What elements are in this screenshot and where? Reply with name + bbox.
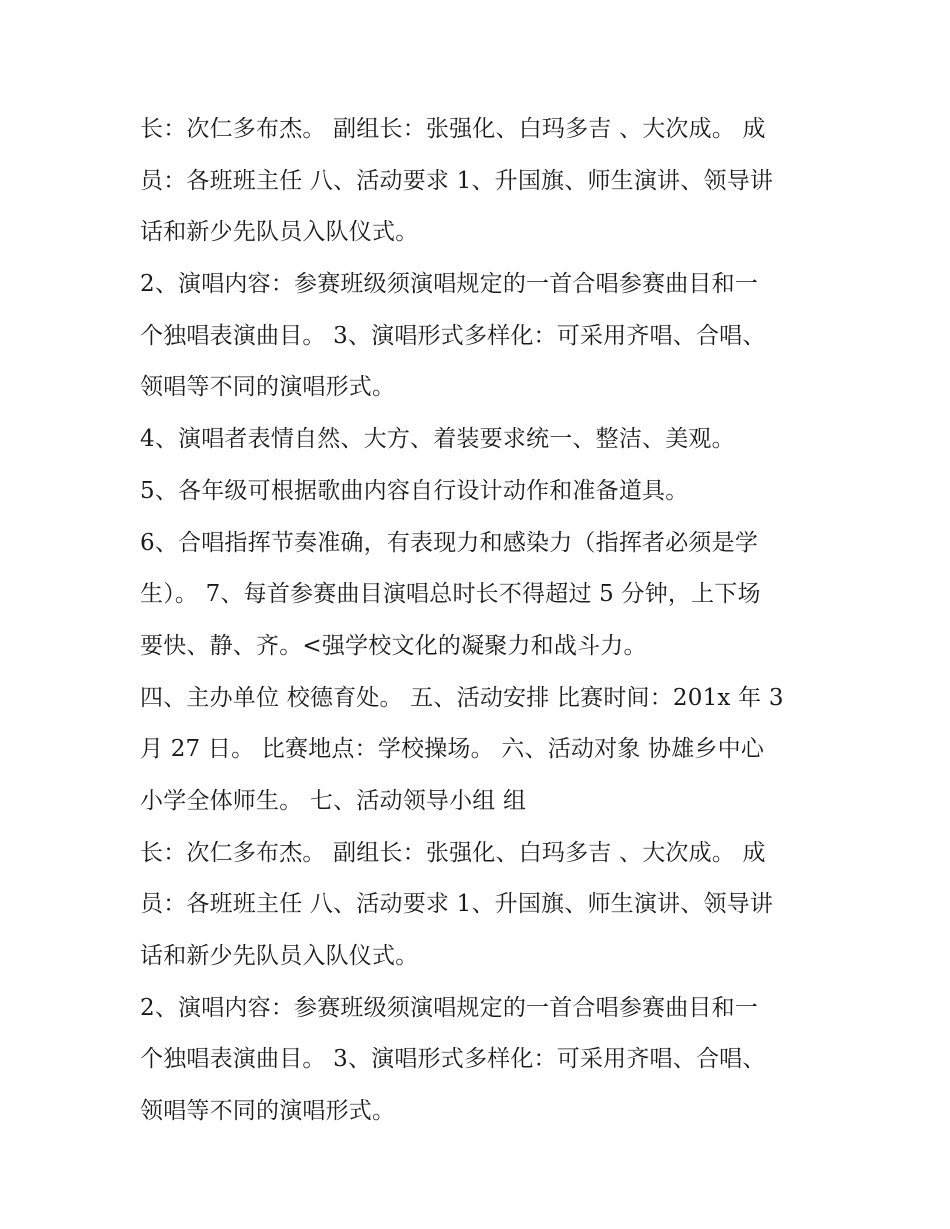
text-line: 长：次仁多布杰。 副组长：张强化、白玛多吉 、大次成。 成: [140, 116, 766, 142]
document-body: [140, 104, 820, 1138]
text-line: 话和新少先队员入队仪式。: [140, 219, 419, 246]
text-line: 6、合唱指挥节奏准确，有表现力和感染力（指挥者必须是学: [140, 529, 759, 556]
text-line: 小学全体师生。 七、活动领导小组 组: [140, 787, 527, 814]
text-line: 2、演唱内容：参赛班级须演唱规定的一首合唱参赛曲目和一: [140, 271, 759, 298]
text-line: 生）。 7、每首参赛曲目演唱总时长不得超过 5 分钟，上下场: [140, 581, 761, 608]
text-line: 员：各班班主任 八、活动要求 1、升国旗、师生演讲、领导讲: [140, 891, 774, 918]
text-line: 个独唱表演曲目。 3、演唱形式多样化：可采用齐唱、合唱、: [140, 322, 766, 349]
text-line: 月 27 日。 比赛地点：学校操场。 六、活动对象 协雄乡中心: [140, 736, 765, 763]
text-line: 四、主办单位 校德育处。 五、活动安排 比赛时间：201x 年 3: [140, 684, 784, 711]
text-line: 2、演唱内容：参赛班级须演唱规定的一首合唱参赛曲目和一: [140, 994, 759, 1021]
text-line: 4、演唱者表情自然、大方、着装要求统一、整洁、美观。: [140, 426, 735, 453]
text-line: 5、各年级可根据歌曲内容自行设计动作和准备道具。: [140, 477, 689, 504]
text-line: 长：次仁多布杰。 副组长：张强化、白玛多吉 、大次成。 成: [140, 839, 766, 866]
text-line: 话和新少先队员入队仪式。: [140, 943, 419, 969]
text-line: 领唱等不同的演唱形式。: [140, 1098, 396, 1125]
text-line: 领唱等不同的演唱形式。: [140, 374, 396, 401]
text-line: 员：各班班主任 八、活动要求 1、升国旗、师生演讲、领导讲: [140, 167, 774, 194]
text-line: 个独唱表演曲目。 3、演唱形式多样化：可采用齐唱、合唱、: [140, 1046, 766, 1073]
text-line: 要快、静、齐。<强学校文化的凝聚力和战斗力。: [140, 632, 647, 659]
